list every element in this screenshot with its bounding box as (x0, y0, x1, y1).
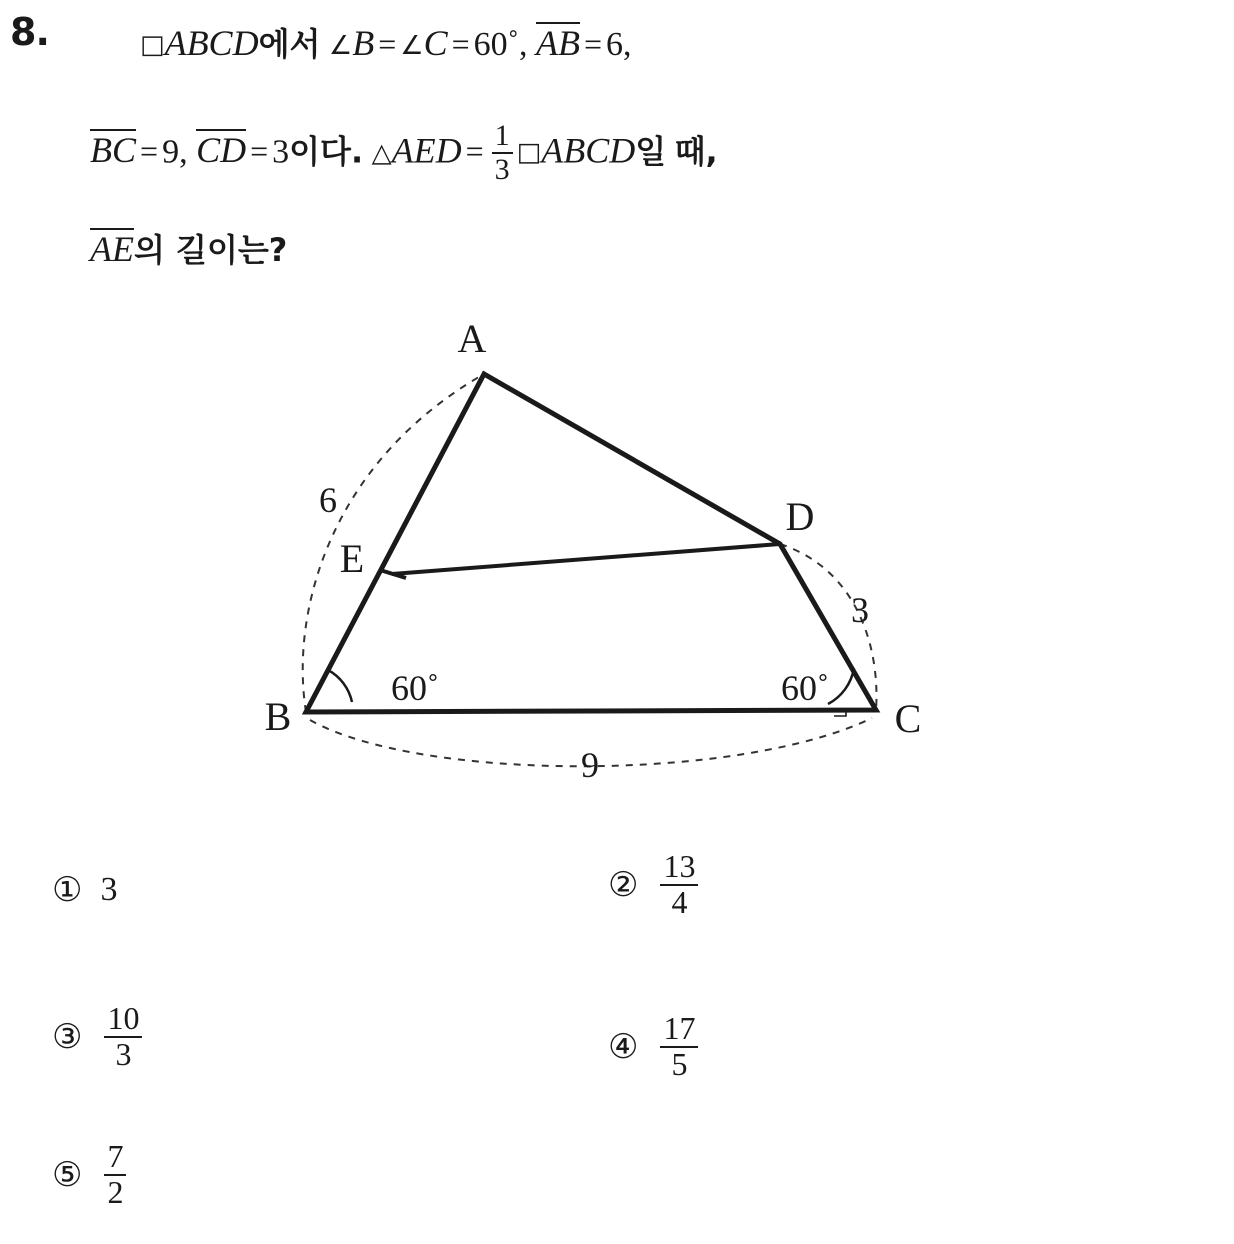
angle-label-b: 60˚ (391, 668, 439, 708)
stem-line-2 (90, 119, 718, 187)
choice-marker-1: ① (52, 870, 83, 910)
comma-2: , (623, 26, 632, 63)
cd-value: 3 (272, 133, 290, 171)
choice-marker-4: ④ (608, 1026, 639, 1067)
choice-value-4 (660, 1012, 698, 1081)
angle-c-label: C (423, 23, 448, 63)
choice-3-numerator: 10 (107, 1000, 140, 1036)
quad-label-abcd: ABCD (164, 23, 259, 63)
choice-value-1: 3 (100, 871, 118, 908)
segment-cd: CD (196, 130, 247, 171)
choice-5-denominator: 2 (104, 1174, 126, 1210)
choice-value-3 (104, 1002, 142, 1071)
angle-arc-c (828, 668, 854, 704)
choice-2-denominator: 4 (660, 884, 698, 920)
segment-ae: AE (90, 229, 134, 269)
angle-value-60: 60 (473, 26, 508, 63)
choice-marker-5: ⑤ (52, 1154, 83, 1195)
equals-1: = (378, 26, 397, 62)
question-number: 8. (10, 10, 49, 54)
stem-ko-ttae: 때, (674, 132, 718, 171)
choice-4[interactable] (608, 1012, 702, 1081)
choice-marker-2: ② (608, 864, 639, 905)
stem-ko-ida: 이다. (289, 132, 364, 171)
equals-2: = (451, 26, 470, 62)
choice-value-5 (104, 1140, 126, 1209)
angle-symbol-2: ∠ (400, 31, 424, 61)
choice-3[interactable] (52, 1002, 146, 1071)
vertex-label-b: B (264, 694, 292, 739)
stem-line-3 (90, 228, 287, 268)
measure-label-cd: 3 (851, 590, 869, 630)
stem-ko-tail: 의 길이는? (133, 231, 288, 269)
choice-1[interactable] (52, 870, 117, 910)
vertex-label-d: D (785, 494, 815, 539)
choice-4-numerator: 17 (663, 1010, 696, 1046)
vertex-label-e: E (339, 536, 365, 581)
angle-arc-b (328, 670, 352, 702)
equals-5: = (250, 133, 269, 170)
choice-marker-3: ③ (52, 1016, 83, 1057)
quadrilateral-symbol-2: □ (516, 137, 542, 168)
fraction-one-third (492, 120, 513, 185)
ab-value: 6 (606, 26, 623, 63)
stem-line-1 (140, 22, 632, 62)
angle-symbol-1: ∠ (328, 31, 353, 61)
choice-2[interactable] (608, 850, 702, 919)
choice-2-numerator: 13 (663, 848, 696, 884)
quadrilateral-symbol: □ (140, 30, 165, 60)
comma-3: , (179, 133, 188, 171)
degree-symbol: ˚ (507, 26, 519, 63)
measure-label-bc: 9 (581, 745, 599, 785)
bc-value: 9 (162, 133, 180, 171)
vertex-label-a: A (457, 316, 487, 361)
geometry-figure (220, 312, 1020, 802)
equals-3: = (583, 26, 602, 62)
choice-5[interactable] (52, 1140, 130, 1209)
angle-b-label: B (352, 23, 375, 63)
choice-value-2 (660, 850, 698, 919)
segment-ab: AB (535, 23, 580, 63)
vertex-label-c: C (894, 696, 922, 741)
fraction-denominator: 3 (492, 152, 513, 186)
stem-ko-eseo: 에서 (258, 25, 321, 63)
equals-6: = (465, 133, 484, 170)
fraction-numerator: 1 (494, 119, 510, 152)
choice-3-denominator: 3 (104, 1036, 142, 1072)
angle-label-c: 60˚ (781, 668, 829, 708)
segment-bc: BC (90, 130, 137, 171)
choice-4-denominator: 5 (660, 1046, 698, 1082)
quadrilateral-abcd (306, 374, 876, 712)
stem-ko-il: 일 (635, 132, 667, 171)
equals-4: = (140, 133, 159, 170)
quad-label-abcd-2: ABCD (541, 130, 636, 171)
segment-ed-line (392, 544, 780, 574)
choice-5-numerator: 7 (107, 1138, 124, 1174)
triangle-symbol: △ (371, 138, 392, 169)
comma-1: , (518, 26, 528, 63)
measure-label-ab: 6 (319, 480, 337, 520)
triangle-label-aed: AED (391, 130, 462, 171)
